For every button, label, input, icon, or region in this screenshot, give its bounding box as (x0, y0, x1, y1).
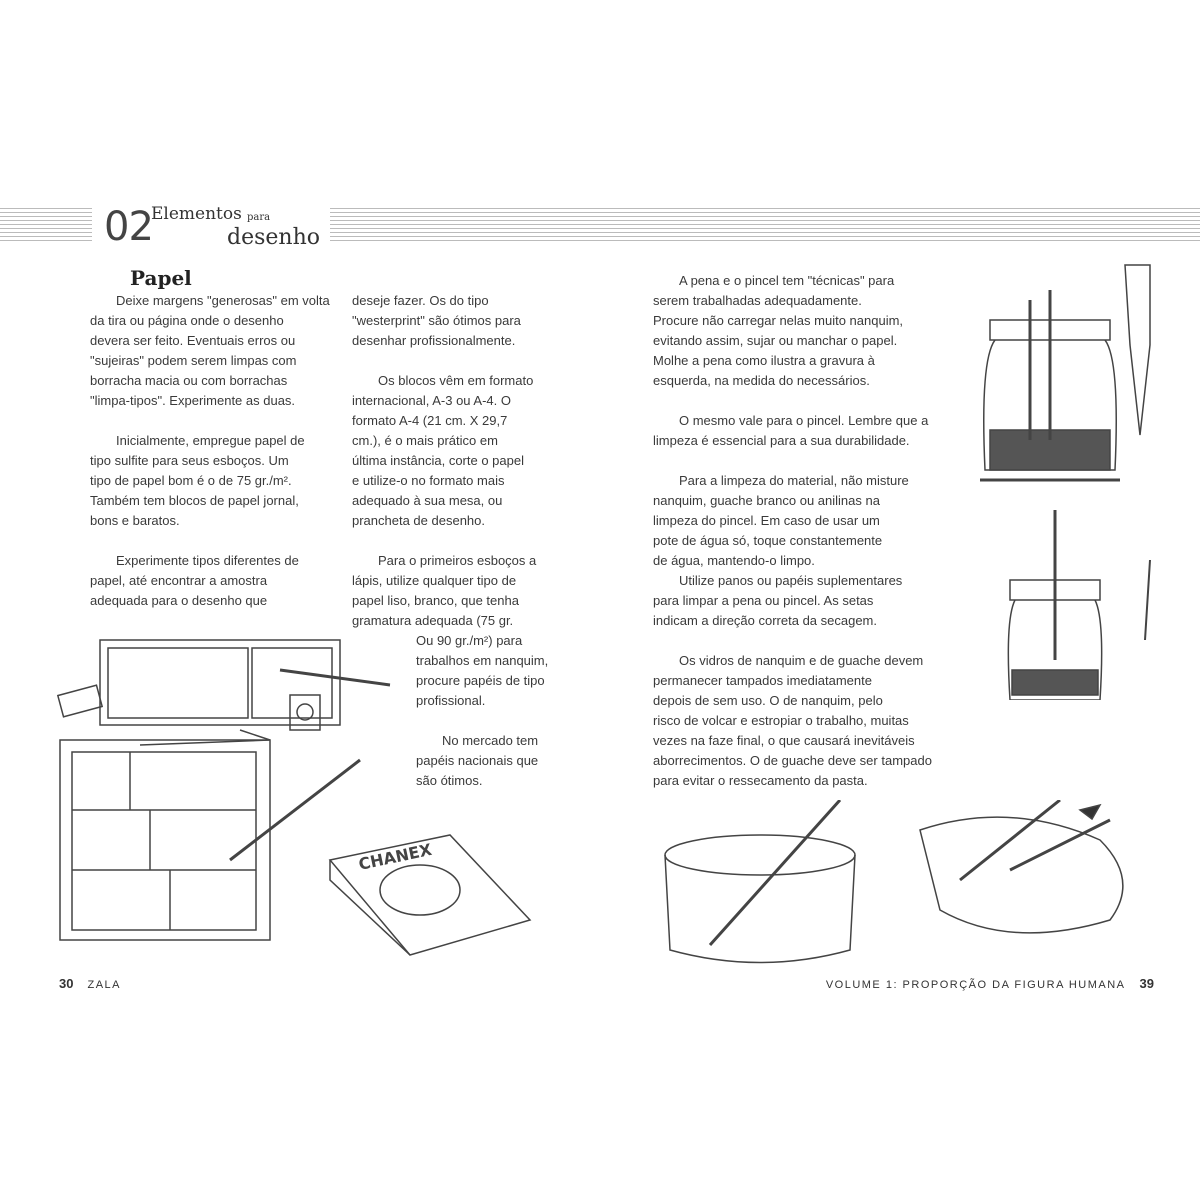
cleaning-illustrations (660, 800, 1160, 970)
text-line (416, 711, 548, 731)
text-line (352, 351, 536, 371)
chapter-number: 02 (104, 204, 153, 250)
text-line: profissional. (416, 693, 486, 708)
text-line: Os blocos vêm em formato (378, 373, 534, 388)
text-line: cm.), é o mais prático em (352, 433, 498, 448)
text-line: No mercado tem (442, 733, 539, 748)
text-line: A pena e o pincel tem "técnicas" para (679, 273, 895, 288)
text-line: Inicialmente, empregue papel de (116, 433, 305, 448)
paper-box-label: CHANEX (356, 839, 434, 874)
text-line: Também tem blocos de papel jornal, (90, 493, 299, 508)
footer-left (45, 976, 121, 991)
text-line: Para o primeiros esboços a (378, 553, 537, 568)
text-line: procure papéis de tipo (416, 673, 545, 688)
text-line: Procure não carregar nelas muito nanquim, (653, 313, 904, 328)
text-line (653, 631, 932, 651)
text-line: papel liso, branco, que tenha (352, 593, 519, 608)
text-line: para evitar o ressecamento da pasta. (653, 773, 868, 788)
text-line: desenhar profissionalmente. (352, 333, 516, 348)
text-line: indicam a direção correta da secagem. (653, 613, 878, 628)
text-line (653, 391, 932, 411)
text-line: devera ser feito. Eventuais erros ou (90, 333, 296, 348)
text-line: "westerprint" são ótimos para (352, 313, 521, 328)
footer-left-label: ZALA (87, 979, 121, 991)
text-column-right (653, 271, 932, 791)
text-line: trabalhos em nanquim, (416, 653, 549, 668)
text-line: serem trabalhadas adequadamente. (653, 293, 862, 308)
text-line (90, 531, 330, 551)
text-line: evitando assim, sujar ou manchar o papel. (653, 333, 898, 348)
text-line: limpeza do pincel. Em caso de usar um (653, 513, 880, 528)
text-line: adequada para o desenho que (90, 593, 268, 608)
text-line: prancheta de desenho. (352, 513, 485, 528)
section-title: Papel (130, 266, 192, 290)
chapter-title-small: para (247, 212, 271, 223)
text-line: tipo de papel bom é o de 75 gr./m². (90, 473, 292, 488)
chapter-title-main: desenho (227, 225, 320, 250)
text-line: papéis nacionais que (416, 753, 539, 768)
text-line: deseje fazer. Os do tipo (352, 293, 489, 308)
text-line: Para a limpeza do material, não misture (679, 473, 909, 488)
text-line: O mesmo vale para o pincel. Lembre que a (679, 413, 929, 428)
text-line: "limpa-tipos". Experimente as duas. (90, 393, 296, 408)
header-rule-left (0, 208, 92, 242)
chapter-title: Elementos (151, 204, 242, 224)
text-line: depois de sem uso. O de nanquim, pelo (653, 693, 883, 708)
text-line: gramatura adequada (75 gr. (352, 613, 514, 628)
text-column-3 (416, 631, 548, 791)
footer-right-label: VOLUME 1: PROPORÇÃO DA FIGURA HUMANA (825, 979, 1126, 991)
text-line (653, 451, 932, 471)
text-line: Utilize panos ou papéis suplementares (679, 573, 903, 588)
header-rule-right (330, 208, 1200, 242)
text-line: última instância, corte o papel (352, 453, 524, 468)
text-line: são ótimos. (416, 773, 483, 788)
text-line: nanquim, guache branco ou anilinas na (653, 493, 880, 508)
text-line: vezes na faze final, o que causará inevitáveis (653, 733, 915, 748)
paper-box-illustration (320, 830, 540, 960)
text-line: tipo sulfite para seus esboços. Um (90, 453, 289, 468)
text-line: internacional, A-3 ou A-4. O (352, 393, 511, 408)
text-line (352, 531, 536, 551)
text-line: "sujeiras" podem serem limpas com (90, 353, 297, 368)
text-line: adequado à sua mesa, ou (352, 493, 503, 508)
text-line: risco de volcar e estropiar o trabalho, muitas (653, 713, 909, 728)
text-line (90, 411, 330, 431)
text-line: Os vidros de nanquim e de guache devem (679, 653, 924, 668)
text-line: esquerda, na medida do necessários. (653, 373, 870, 388)
page-number-right: 39 (1139, 976, 1154, 991)
text-line: pote de água só, toque constantemente (653, 533, 883, 548)
text-line: Experimente tipos diferentes de (116, 553, 299, 568)
text-line: da tira ou página onde o desenho (90, 313, 284, 328)
page-number-left: 30 (59, 976, 74, 991)
text-line: papel, até encontrar a amostra (90, 573, 268, 588)
text-line: permanecer tampados imediatamente (653, 673, 872, 688)
text-line: Ou 90 gr./m²) para (416, 633, 523, 648)
text-line: lápis, utilize qualquer tipo de (352, 573, 517, 588)
ink-jar-pen-illustration (970, 260, 1190, 700)
text-column-2 (352, 291, 536, 631)
text-line: de água, mantendo-o limpo. (653, 553, 815, 568)
text-line: Molhe a pena como ilustra a gravura à (653, 353, 875, 368)
text-column-1 (90, 291, 330, 611)
text-line: Deixe margens "generosas" em volta (116, 293, 330, 308)
text-line: formato A-4 (21 cm. X 29,7 (352, 413, 508, 428)
text-line: limpeza é essencial para a sua durabilidade. (653, 433, 910, 448)
text-line: aborrecimentos. O de guache deve ser tampado (653, 753, 932, 768)
text-line: borracha macia ou com borrachas (90, 373, 288, 388)
text-line: para limpar a pena ou pincel. As setas (653, 593, 874, 608)
text-line: bons e baratos. (90, 513, 180, 528)
footer-right (826, 976, 1168, 991)
text-line: e utilize-o no formato mais (352, 473, 505, 488)
